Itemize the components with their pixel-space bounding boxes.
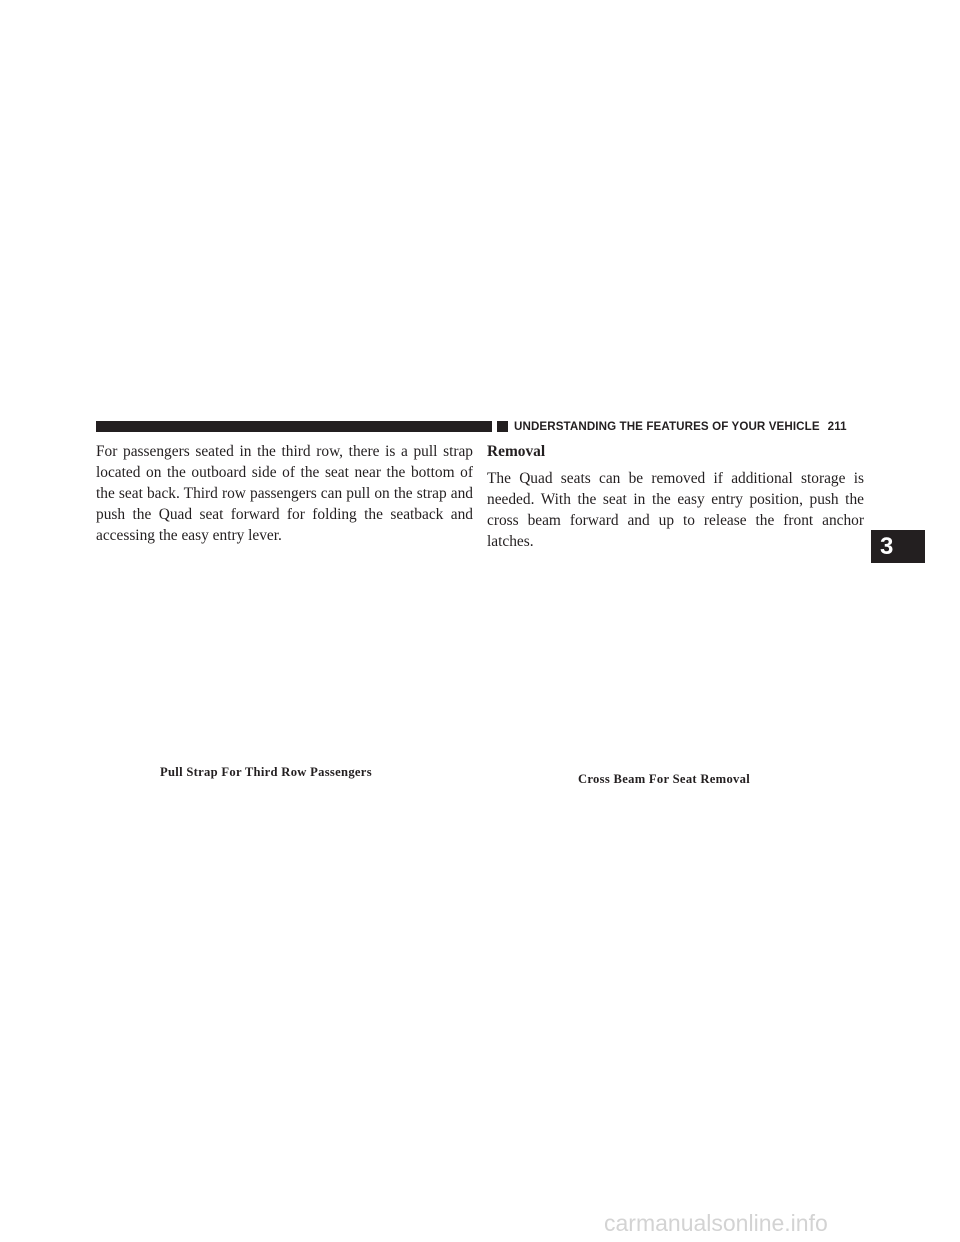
watermark: carmanualsonline.info	[604, 1210, 828, 1236]
page-number: 211	[827, 420, 847, 433]
cross-beam-figure-caption: Cross Beam For Seat Removal	[578, 772, 751, 786]
removal-heading: Removal	[487, 443, 546, 460]
header-marker	[497, 421, 508, 432]
section-title: UNDERSTANDING THE FEATURES OF YOUR VEHICLE	[514, 420, 820, 433]
pull-strap-figure-caption: Pull Strap For Third Row Passengers	[160, 765, 372, 779]
removal-paragraph: The Quad seats can be removed if additional storage is needed. With the seat in the easy entry position, push the cross beam forward and up to release the front anchor latches.	[487, 470, 864, 550]
header-rule	[96, 421, 492, 432]
running-header	[514, 419, 847, 434]
chapter-tab: 3	[871, 530, 925, 563]
left-column	[96, 441, 473, 546]
pull-strap-paragraph: For passengers seated in the third row, there is a pull strap located on the outboard side of the seat near the bottom of the seat back. Third row passengers can pull on the strap and push the Quad seat forward for folding the seatback and accessing the easy entry lever.	[96, 443, 473, 544]
right-column	[487, 441, 864, 552]
